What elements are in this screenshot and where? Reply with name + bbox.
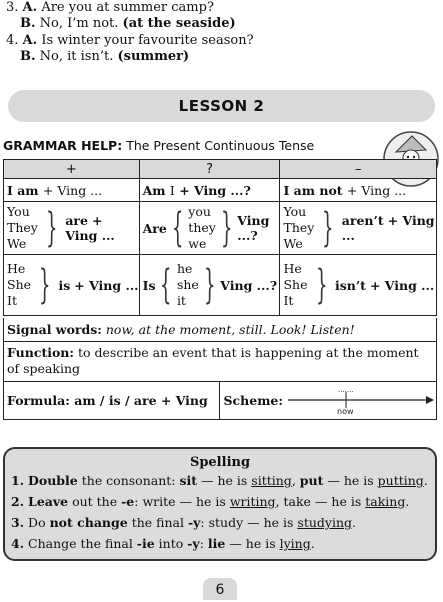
left-brace-icon: {: [160, 262, 172, 308]
row1-question: Am I + Ving ...?: [139, 179, 280, 202]
q4-number: 4.: [6, 33, 19, 48]
scheme-now-label: now: [337, 406, 354, 416]
right-brace-icon: }: [315, 262, 327, 308]
row2-negative: You They We } aren’t + Ving ...: [280, 202, 437, 255]
row1-negative: I am not + Ving ...: [280, 179, 437, 202]
q3-b-label: B.: [20, 16, 36, 31]
q3-a-text: Are you at summer camp?: [41, 0, 214, 15]
header-question: ?: [139, 160, 280, 179]
right-brace-icon: }: [45, 205, 58, 251]
lesson-title: LESSON 2: [178, 97, 265, 115]
function-box: [3, 342, 437, 382]
table-row: [4, 202, 437, 255]
row2-pronoun-stack: You They We: [7, 204, 38, 251]
row2-question: Are { you they we } Ving ...?: [139, 202, 280, 255]
row3-positive: He She It } is + Ving ...: [4, 255, 140, 316]
right-brace-icon: }: [322, 205, 334, 251]
lesson-banner: [8, 90, 435, 122]
header-negative: –: [280, 160, 437, 179]
spelling-rule-1: 1. Double the consonant: sit — he is sitting, put — he is putting.: [11, 473, 428, 488]
exercise-q3-a: [6, 0, 214, 16]
exercise-q4-b: [20, 49, 189, 65]
formula-row: [3, 382, 437, 420]
grammar-help-topic: The Present Continuous Tense: [126, 138, 315, 153]
function-label: Function:: [7, 345, 75, 360]
grammar-help-label: GRAMMAR HELP:: [3, 138, 123, 153]
exercise-q3-b: [20, 16, 236, 32]
timeline-arrow-icon: [286, 386, 436, 416]
page-number: 6: [203, 578, 237, 600]
left-brace-icon: {: [171, 205, 184, 251]
svg-text:.......: .......: [338, 385, 354, 394]
formula-cell: [4, 382, 220, 419]
q3-b-text: No, I’m not.: [39, 16, 119, 31]
q4-b-text: No, it isn’t.: [39, 49, 114, 64]
q4-b-label: B.: [20, 49, 36, 64]
grammar-table: [3, 159, 437, 316]
q3-a-label: A.: [22, 0, 38, 15]
header-positive: +: [4, 160, 140, 179]
right-brace-icon: }: [203, 262, 216, 308]
exercise-q4-a: [6, 33, 254, 49]
q4-b-hint: (summer): [117, 49, 190, 64]
scheme-label: Scheme:: [223, 393, 283, 408]
table-row: [4, 179, 437, 202]
grammar-help-title: [3, 138, 314, 153]
table-header-row: [4, 160, 437, 179]
spelling-title: Spelling: [189, 455, 251, 470]
q4-a-text: Is winter your favourite season?: [41, 33, 254, 48]
row3-question: Is { he she it } Ving ...?: [139, 255, 280, 316]
q3-b-hint: (at the seaside): [122, 16, 236, 31]
right-brace-icon: }: [39, 262, 51, 308]
q4-a-label: A.: [22, 33, 38, 48]
signal-words-label: Signal words:: [7, 322, 102, 337]
row3-negative: He She It } isn’t + Ving ...: [280, 255, 437, 316]
table-row: [4, 255, 437, 316]
row2-positive: You They We } are + Ving ...: [4, 202, 140, 255]
scheme-cell: [220, 382, 436, 419]
q3-number: 3.: [6, 0, 19, 15]
signal-words-text: now, at the moment, still. Look! Listen!: [105, 322, 355, 337]
spelling-rule-4: 4. Change the final -ie into -y: lie — he is lying.: [11, 536, 315, 551]
formula-text: Formula: am / is / are + Ving: [7, 393, 208, 408]
row1-positive: I am + Ving ...: [4, 179, 140, 202]
function-text: to describe an event that is happening at the moment of speaking: [7, 345, 419, 376]
spelling-rule-3: 3. Do not change the final -y: study — he is studying.: [11, 515, 356, 530]
right-brace-icon: }: [220, 205, 233, 251]
signal-words-box: [3, 318, 437, 342]
spelling-rule-2: 2. Leave out the -e: write — he is writing, take — he is taking.: [11, 494, 410, 509]
spelling-box: [3, 447, 437, 561]
